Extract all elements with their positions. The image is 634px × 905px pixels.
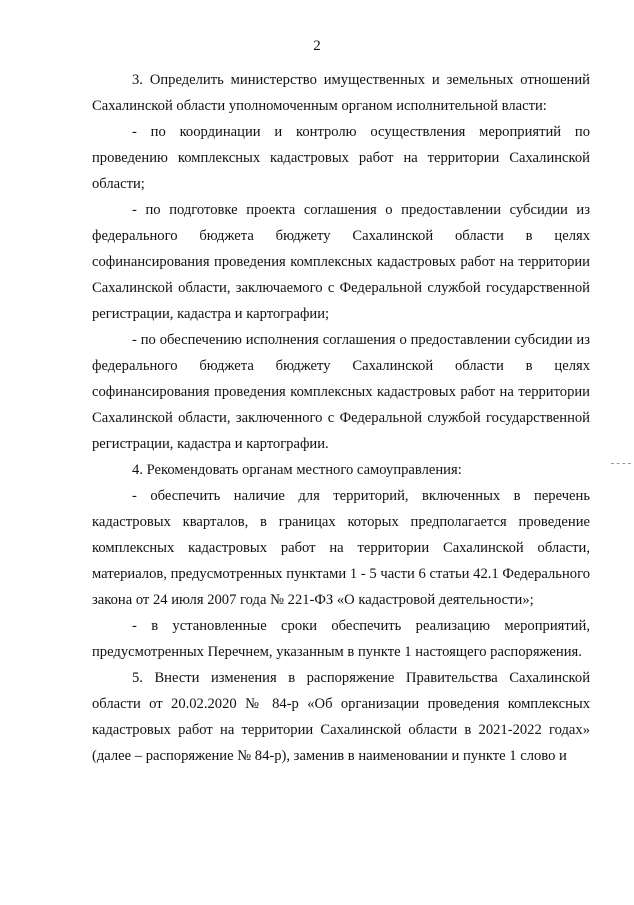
paragraph-item-5: 5. Внести изменения в распоряжение Правительства Сахалинской области от 20.02.2020 № 84-р «Об организации проведения комплексных кадастровых работ на территории Сахалинской области в 2021-2022 годах» (далее – распоряжение № 84-р), заменив в наименовании и пункте 1 слово и bbox=[92, 670, 590, 764]
paragraph-item-4: 4. Рекомендовать органам местного самоуправления: bbox=[132, 462, 462, 478]
document-body bbox=[92, 67, 590, 769]
paragraph-subitem-deadlines: - в установленные сроки обеспечить реализацию мероприятий, предусмотренных Перечнем, указанным в пункте 1 настоящего распоряжения. bbox=[92, 618, 590, 660]
paragraph-subitem-agreement-execution: - по обеспечению исполнения соглашения о предоставлении субсидии из федерального бюджета бюджету Сахалинской области в целях софинансирования проведения комплексных кадастровых работ на территории Сахалинской области, заключенного с Федеральной службой государственной регистрации, кадастра и картографии. bbox=[92, 332, 590, 452]
paragraph-subitem-coordination: - по координации и контролю осуществления мероприятий по проведению комплексных кадастровых работ на территории Сахалинской области; bbox=[92, 124, 590, 192]
paragraph-subitem-materials: - обеспечить наличие для территорий, включенных в перечень кадастровых кварталов, в границах которых предполагается проведение комплексных кадастровых работ на территории Сахалинской области, материалов, предусмотренных пунктами 1 - 5 части 6 статьи 42.1 Федерального закона от 24 июля 2007 года № 221-ФЗ «О кадастровой деятельности»; bbox=[92, 488, 590, 608]
paragraph-item-3: 3. Определить министерство имущественных и земельных отношений Сахалинской области уполномоченным органом исполнительной власти: bbox=[92, 72, 590, 114]
paragraph-subitem-agreement-preparation: - по подготовке проекта соглашения о предоставлении субсидии из федерального бюджета бюджету Сахалинской области в целях софинансирования проведения комплексных кадастровых работ на территории Сахалинской области, заключаемого с Федеральной службой государственной регистрации, кадастра и картографии; bbox=[92, 202, 590, 322]
page-number: 2 bbox=[313, 38, 321, 54]
scan-artifact-mark bbox=[611, 463, 631, 465]
